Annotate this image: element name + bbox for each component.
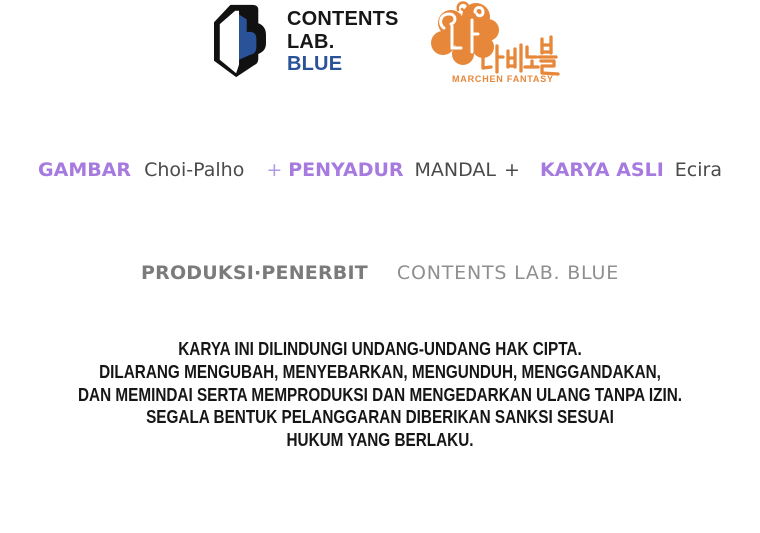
- clb-word-contents: CONTENTS: [287, 8, 399, 30]
- credit-separator-plus-1: +: [266, 159, 283, 181]
- contents-lab-blue-wordmark: [287, 3, 399, 76]
- copyright-line-5: HUKUM YANG BERLAKU.: [286, 430, 474, 451]
- marchen-fantasy-tagline: MARCHEN FANTASY: [452, 74, 554, 84]
- credit-role-gambar: GAMBAR: [38, 159, 132, 181]
- copyright-line-4: SEGALA BENTUK PELANGGARAN DIBERIKAN SANKSI SESUAI: [146, 407, 614, 428]
- contents-lab-blue-logo: [204, 3, 399, 80]
- credit-name-artist: Choi-Palho: [144, 159, 245, 181]
- clb-word-blue: BLUE: [287, 53, 343, 75]
- credit-role-penyadur: PENYADUR: [288, 159, 404, 181]
- production-label: PRODUKSI·PENERBIT: [140, 262, 368, 284]
- copyright-notice: [57, 338, 703, 452]
- contents-lab-blue-mark-icon: [204, 3, 276, 80]
- butterfly-icon: [428, 0, 578, 88]
- navi-noble-logo: [428, 0, 578, 88]
- credit-name-adapter: MANDAL: [414, 159, 497, 181]
- butterfly-antenna: [458, 3, 468, 11]
- copyright-line-3: DAN MEMINDAI SERTA MEMPRODUKSI DAN MENGEDARKAN ULANG TANPA IZIN.: [77, 384, 683, 405]
- production-line: [0, 262, 760, 284]
- navi-noble-korean-wordmark: [483, 37, 558, 74]
- credit-role-karya-asli: KARYA ASLI: [539, 159, 664, 181]
- clb-word-lab: LAB.: [287, 30, 335, 53]
- credit-separator-plus-2: +: [504, 159, 520, 181]
- credit-name-original-author: Ecira: [674, 159, 722, 181]
- copyright-line-2: DILARANG MENGUBAH, MENYEBARKAN, MENGUNDUH, MENGGANDAKAN,: [99, 361, 661, 382]
- production-publisher: CONTENTS LAB. BLUE: [396, 262, 620, 284]
- credits-line: [0, 159, 760, 181]
- copyright-line-1: KARYA INI DILINDUNGI UNDANG-UNDANG HAK CIPTA.: [178, 339, 582, 359]
